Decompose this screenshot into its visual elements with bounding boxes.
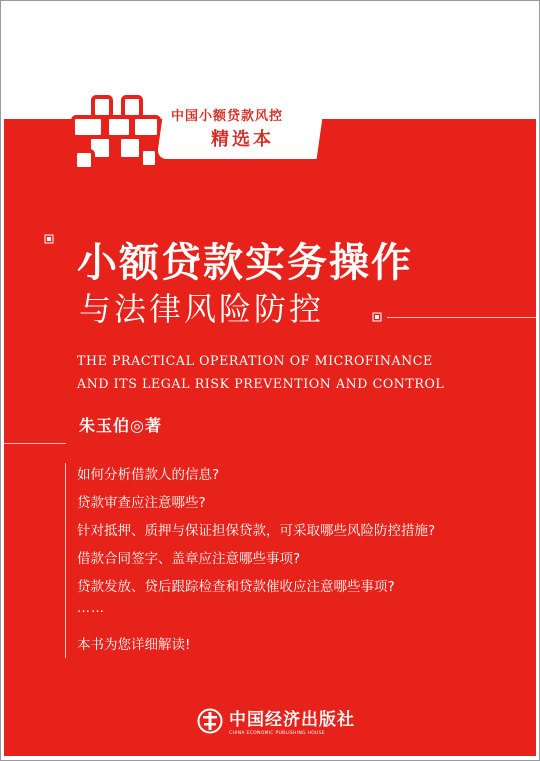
title-dot-marker <box>47 237 51 241</box>
publisher-name: 中国经济出版社 <box>229 710 355 730</box>
questions-rule <box>65 463 66 658</box>
subtitle-dot-marker <box>375 315 379 319</box>
series-edition: 精选本 <box>211 129 274 150</box>
english-title-line-2: AND ITS LEGAL RISK PREVENTION AND CONTROL <box>77 376 445 391</box>
author: 朱玉伯◎著 <box>79 416 162 435</box>
question-item: 如何分析借款人的信息? <box>77 467 220 483</box>
question-item: 贷款审查应注意哪些? <box>77 495 206 511</box>
cover-red-panel <box>4 119 536 756</box>
english-title-line-1: THE PRACTICAL OPERATION OF MICROFINANCE <box>77 353 433 368</box>
closing-line: 本书为您详细解读! <box>77 637 191 653</box>
question-item: 借款合同签字、盖章应注意哪些事项? <box>77 551 301 567</box>
author-rule <box>4 443 66 444</box>
book-subtitle: 与法律风险防控 <box>79 290 325 328</box>
publisher-logo-icon <box>197 708 223 734</box>
publisher <box>197 705 355 736</box>
series-emblem-icon <box>67 93 163 173</box>
question-item: 贷款发放、贷后跟踪检查和贷款催收应注意哪些事项? <box>77 579 395 595</box>
series-name: 中国小额贷款风控 <box>171 109 284 124</box>
question-item: 针对抵押、质押与保证担保贷款，可采取哪些风险防控措施? <box>77 523 436 539</box>
ellipsis: …… <box>77 601 105 616</box>
book-title: 小额贷款实务操作 <box>77 240 413 286</box>
subtitle-rule <box>387 317 537 318</box>
publisher-english-name: CHINA ECONOMIC PUBLISHING HOUSE <box>229 731 325 736</box>
